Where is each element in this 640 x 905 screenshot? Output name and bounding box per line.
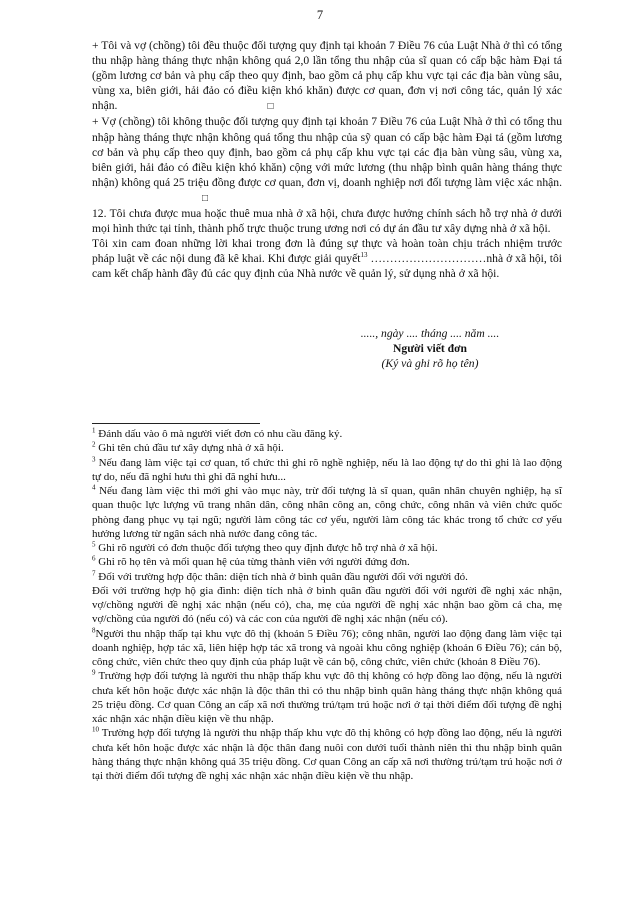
footnote-text: Ghi rõ họ tên và mối quan hệ của từng thành viên với người đứng đơn.: [95, 556, 410, 569]
paragraph-spouse-both-eligible: [92, 38, 562, 114]
footnote-number: 7: [92, 568, 96, 577]
footnote-ref-13: 13: [360, 251, 368, 260]
footnote-text: Đối với trường hợp độc thân: diện tích nhà ở bình quân đầu người đối với người đó.: [95, 570, 468, 583]
paragraph-spouse-not-eligible: [92, 114, 562, 206]
footnote-item: [92, 555, 562, 569]
paragraph-commitment: [92, 236, 562, 281]
footnote-number: 8: [92, 625, 96, 634]
footnote-text: Nếu đang làm việc thì mới ghi vào mục này, trừ đối tượng là sĩ quan, quân nhân chuyên nghiệp, hạ sĩ quan thuộc lực lượng vũ trang nhân dân, công nhân công an, công chức, công nhân và viên chức quốc phòng đang phục vụ tại ngũ; người làm công tác cơ yếu, người làm công tác khác trong tổ chức cơ yếu hưởng lương từ ngân sách nhà nước đang công tác.: [92, 485, 562, 540]
footnote-item: [92, 456, 562, 485]
paragraph-item-12: 12. Tôi chưa được mua hoặc thuê mua nhà ở xã hội, chưa được hưởng chính sách hỗ trợ nhà ở dưới mọi hình thức tại tỉnh, thành phố trực thuộc trung ương nơi có dự án đầu tư xây dựng nhà ở xã hội.: [92, 207, 562, 236]
footnote-item: [92, 427, 562, 441]
paragraph-text: + Vợ (chồng) tôi không thuộc đối tượng quy định tại khoản 7 Điều 76 của Luật Nhà ở thì có tổng thu nhập hàng tháng thực nhận không quá tổng thu nhập của sỹ quan có cấp bậc hàm Đại tá (gồm lương cơ bản và phụ cấp theo quy định, bao gồm cả phụ cấp khu vực tại các địa bàn vùng sâu, vùng xa, biên giới, hải đảo có điều kiện khó khăn) cộng với mức lương (thu nhập bình quân hàng tháng thực nhận) không quá 25 triệu đồng được cơ quan, đơn vị, doanh nghiệp nơi đối tượng làm việc xác nhận.: [92, 115, 562, 189]
footnote-text: Trường hợp đối tượng là người thu nhập thấp khu vực đô thị không có hợp đồng lao động, nếu là người chưa kết hôn hoặc được xác nhận là độc thân đang nuôi con dưới tuổi thành niên thì thu nhập bình quân hàng tháng thực nhận không quá 35 triệu đồng. Cơ quan Công an cấp xã nơi thường trú/tạm trú hoặc nơi ở tại thời điểm đối tượng đề nghị xác nhận xác nhận điều kiện về thu nhập.: [92, 727, 562, 782]
footnote-number: 1: [92, 426, 96, 435]
footnote-text: Đánh dấu vào ô mà người viết đơn có nhu cầu đăng ký.: [95, 428, 343, 440]
footnote-text: Ghi rõ người có đơn thuộc đối tượng theo quy định được hỗ trợ nhà ở xã hội.: [95, 542, 438, 554]
checkbox[interactable]: □: [267, 101, 274, 113]
footnote-item: [92, 541, 562, 555]
page-number: 7: [316, 8, 324, 22]
footnote-text: Nếu đang làm việc tại cơ quan, tổ chức thì ghi rõ nghề nghiệp, nếu là lao động tự do thì ghi là lao động tự do, nếu đã nghỉ hưu thì ghi đã nghỉ hưu...: [92, 456, 562, 483]
footnote-text: Ghi tên chủ đầu tư xây dựng nhà ở xã hội.: [95, 442, 284, 455]
footnote-text: Người thu nhập thấp tại khu vực đô thị (khoản 5 Điều 76); công nhân, người lao động đang làm việc tại doanh nghiệp, hợp tác xã, liên hiệp hợp tác xã trong và ngoài khu công nghiệp (khoản 6 Điều 76); cán bộ, công chức, viên chức theo quy định của pháp luật về cán bộ, công chức, viên chức (khoản 8 Điều 76).: [92, 627, 562, 668]
footnote-item: [92, 441, 562, 455]
footnote-number: 5: [92, 540, 96, 549]
footnote-number: 3: [92, 454, 96, 463]
commitment-text-end: …………………………nhà ở xã hội, tôi cam kết chấp hành đầy đủ các quy định của Nhà nước về quản lý, sử dụng nhà ở xã hội.: [92, 252, 562, 281]
footnote-item: [92, 584, 562, 627]
footnote-item: [92, 627, 562, 670]
footnotes: [92, 427, 562, 783]
footnote-number: 6: [92, 554, 96, 563]
footnote-item: [92, 726, 562, 783]
footnote-number: 10: [92, 725, 99, 734]
footnote-item: [92, 484, 562, 541]
footnote-item: [92, 669, 562, 726]
signature-date-line: ....., ngày .... tháng .... năm ....: [360, 327, 500, 340]
checkbox[interactable]: □: [202, 192, 209, 204]
footnote-divider: [92, 423, 260, 424]
paragraph-text: + Tôi và vợ (chồng) tôi đều thuộc đối tượng quy định tại khoản 7 Điều 76 của Luật Nhà ở thì có tổng thu nhập hàng tháng thực nhận không quá 2,0 lần tổng thu nhập của sĩ quan có cấp bậc hàm Đại tá (gồm lương cơ bản và phụ cấp theo quy định, bao gồm cả phụ cấp khu vực tại các địa bàn vùng sâu, vùng xa, biên giới, hải đảo có điều kiện khó khăn) được cơ quan, đơn vị nơi công tác, quản lý xác nhận.: [92, 39, 562, 113]
commitment-text-start: Tôi xin cam đoan những lời khai trong đơn là đúng sự thực và hoàn toàn chịu trách nhiệm trước pháp luật về các nội dung đã kê khai. Khi được giải quyết: [92, 237, 562, 266]
signature-block: [340, 326, 520, 371]
footnote-text: Đối với trường hợp hộ gia đình: diện tích nhà ở bình quân đầu người đối với người đề nghị xác nhận, vợ/chồng người đề nghị xác nhận (nếu có), cha, mẹ của người đề nghị xác nhận bao gồm cả cha, mẹ vợ/chồng của người đó (nếu có) và các con của người đề nghị xác nhận (nếu có).: [92, 584, 562, 626]
signature-note: (Ký và ghi rõ họ tên): [381, 357, 479, 370]
footnote-number: 4: [92, 483, 96, 492]
signature-title: Người viết đơn: [393, 342, 467, 355]
footnote-item: [92, 570, 562, 584]
footnote-number: 2: [92, 440, 96, 449]
footnote-number: 9: [92, 668, 96, 677]
footnote-text: Trường hợp đối tượng là người thu nhập thấp khu vực đô thị không có hợp đồng lao động, nếu là người chưa kết hôn hoặc được xác nhận là độc thân thì có thu nhập bình quân hàng tháng thực nhận không quá 25 triệu đồng. Cơ quan Công an cấp xã nơi thường trú/tạm trú hoặc nơi ở tại thời điểm đối tượng đề nghị xác nhận xác nhận điều kiện về thu nhập.: [92, 670, 562, 725]
body-text: [92, 38, 562, 282]
